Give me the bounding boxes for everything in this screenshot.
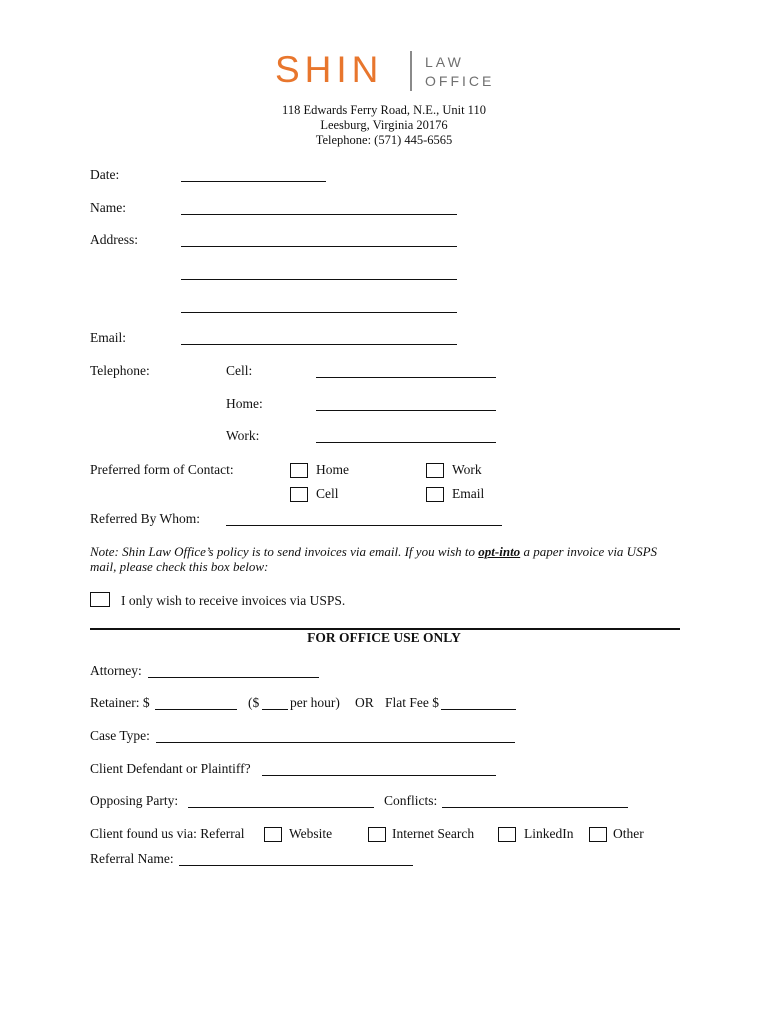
client-def-plaintiff-field[interactable] [262,775,496,776]
logo-office: OFFICE [425,73,495,89]
retainer-label: Retainer: $ [90,695,150,710]
name-label: Name: [90,200,126,215]
referral-name-field[interactable] [179,865,413,866]
email-label: Email: [90,330,126,345]
conflicts-label: Conflicts: [384,793,438,808]
found-linkedin-checkbox[interactable] [498,827,516,842]
pref-email-checkbox[interactable] [426,487,444,502]
attorney-label: Attorney: [90,663,142,678]
case-type-label: Case Type: [90,728,150,743]
attorney-field[interactable] [148,677,319,678]
name-field[interactable] [181,214,457,215]
work-label: Work: [226,428,260,443]
invoice-note [90,544,680,574]
opposing-party-field[interactable] [188,807,374,808]
address-field-3[interactable] [181,312,457,313]
found-internet-label: Internet Search [392,826,475,841]
address-field-2[interactable] [181,279,457,280]
per-hour-field[interactable] [262,709,288,710]
note-text-2: a paper invoice via USPS mail, please check this box below: [90,544,658,574]
retainer-field[interactable] [155,709,237,710]
note-text-1: Note: Shin Law Office’s policy is to send invoices via email. If you wish to [90,544,479,559]
address-label: Address: [90,232,138,247]
found-website-checkbox[interactable] [264,827,282,842]
pref-home-label: Home [316,462,349,477]
date-label: Date: [90,167,120,182]
client-def-plaintiff-label: Client Defendant or Plaintiff? [90,761,251,776]
date-field[interactable] [181,181,326,182]
case-type-field[interactable] [156,742,515,743]
pref-email-label: Email [452,486,485,501]
home-label: Home: [226,396,263,411]
flat-fee-field[interactable] [441,709,516,710]
found-other-checkbox[interactable] [589,827,607,842]
home-field[interactable] [316,410,496,411]
cell-label: Cell: [226,363,253,378]
found-internet-checkbox[interactable] [368,827,386,842]
pref-work-checkbox[interactable] [426,463,444,478]
pref-cell-checkbox[interactable] [290,487,308,502]
telephone-label: Telephone: [90,363,150,378]
work-field[interactable] [316,442,496,443]
found-website-label: Website [289,826,333,841]
per-hour-label: per hour) [290,695,340,710]
usps-option-label: I only wish to receive invoices via USPS. [121,593,346,608]
usps-checkbox[interactable] [90,592,110,607]
flat-fee-label: Flat Fee $ [385,695,439,710]
referred-by-label: Referred By Whom: [90,511,200,526]
pref-cell-label: Cell [316,486,339,501]
pref-work-label: Work [452,462,482,477]
address-line-2: Leesburg, Virginia 20176 [320,118,448,132]
referred-by-field[interactable] [226,525,502,526]
pref-home-checkbox[interactable] [290,463,308,478]
note-opt-into: opt-into [478,544,521,559]
found-linkedin-label: LinkedIn [524,826,574,841]
email-field[interactable] [181,344,457,345]
found-other-label: Other [613,826,644,841]
client-found-label: Client found us via: Referral [90,826,245,841]
conflicts-field[interactable] [442,807,628,808]
or-label: OR [355,695,374,710]
logo-divider [410,51,412,91]
preferred-contact-label: Preferred form of Contact: [90,462,234,477]
referral-name-label: Referral Name: [90,851,174,866]
logo-law: LAW [425,54,464,70]
logo-name: SHIN [275,49,384,90]
address-field-1[interactable] [181,246,457,247]
opposing-party-label: Opposing Party: [90,793,179,808]
address-line-1: 118 Edwards Ferry Road, N.E., Unit 110 [282,103,486,117]
office-use-heading: FOR OFFICE USE ONLY [307,630,461,645]
cell-field[interactable] [316,377,496,378]
telephone-line: Telephone: (571) 445-6565 [315,133,453,147]
per-hour-open: ($ [248,695,260,710]
